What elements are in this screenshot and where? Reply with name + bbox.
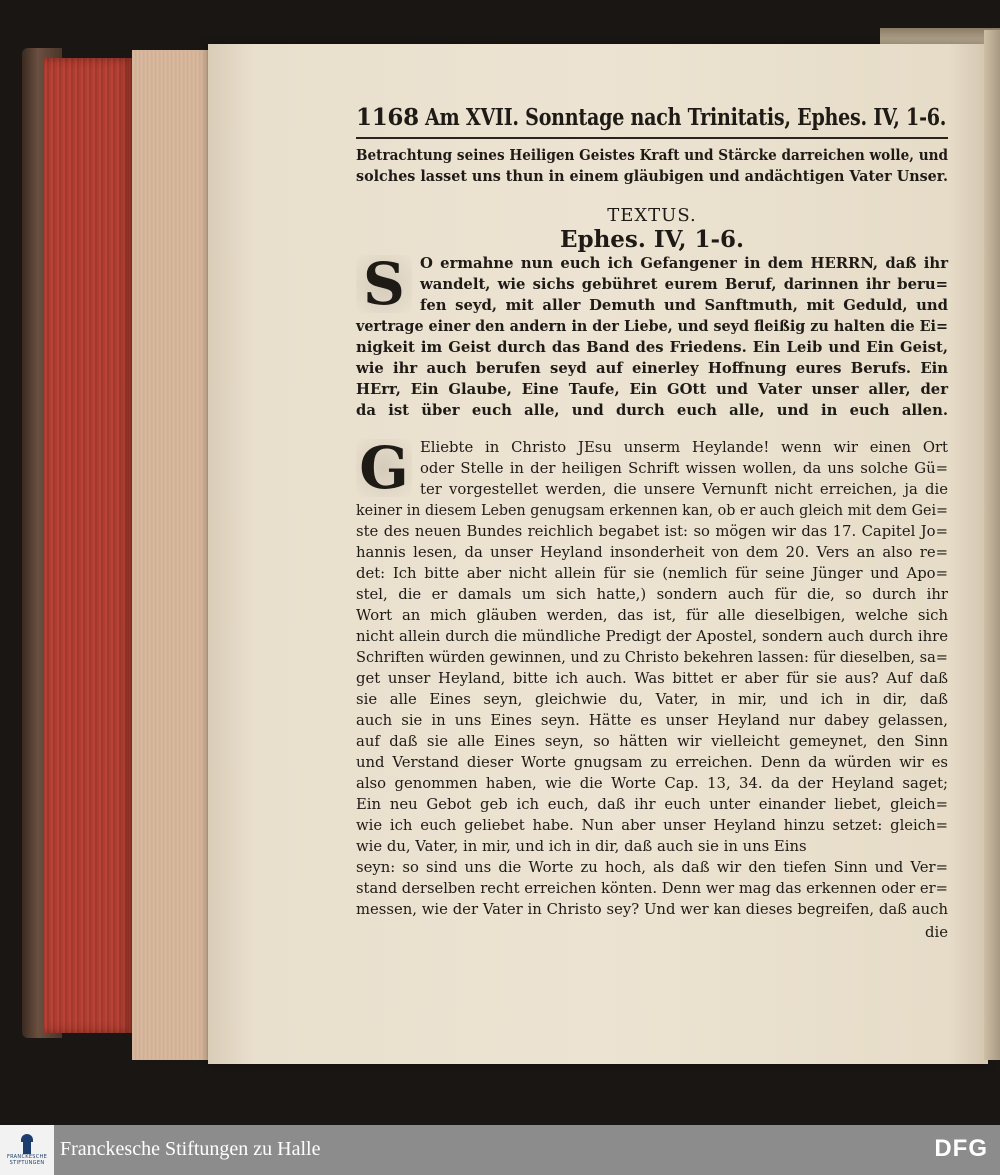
- running-head-title: Am XVII. Sonntage nach Trinitatis, Ephes. IV, 1-6.: [424, 104, 946, 131]
- body-line: get unser Heyland, bitte ich auch. Was bittet er aber für sie aus? Auf daß: [356, 670, 948, 687]
- body-line: oder Stelle in der heiligen Schrift wissen wollen, da uns solche Gü=: [420, 460, 948, 477]
- textus-line: da ist über euch alle, und durch euch alle, und in euch allen.: [356, 402, 948, 419]
- institution-logo[interactable]: [0, 1125, 54, 1175]
- body-line: wie du, Vater, in mir, und ich in dir, daß auch sie in uns Eins: [356, 838, 807, 855]
- body-line: det: Ich bitte aber nicht allein für sie (nemlich für seine Jünger und Apo=: [356, 565, 948, 582]
- body-line: auch sie in uns Eines seyn. Hätte es unser Heyland nur dabey gelassen,: [356, 712, 948, 729]
- body-line: seyn: so sind uns die Worte zu hoch, als daß wir den tiefen Sinn und Ver=: [356, 859, 948, 876]
- body-line: auf daß sie alle Eines seyn, so hätten wir vielleicht gemeynet, den Sinn: [356, 733, 948, 750]
- body-line: hannis lesen, da unser Heyland insonderheit von dem 20. Vers an also re=: [356, 544, 948, 561]
- textus-line: nigkeit im Geist durch das Band des Friedens. Ein Leib und Ein Geist,: [356, 339, 948, 356]
- intro-line: solches lasset uns thun in einem gläubigen und andächtigen Vater Unser.: [356, 168, 948, 185]
- textus-line: fen seyd, mit aller Demuth und Sanftmuth, mit Geduld, und: [420, 297, 948, 314]
- book-right-edge: [984, 30, 1000, 1060]
- catchword: die: [925, 924, 948, 941]
- body-line: also genommen haben, wie die Worte Cap. 13, 34. da der Heyland saget;: [356, 775, 948, 792]
- body-line: Ein neu Gebot geb ich euch, daß ihr euch unter einander liebet, gleich=: [356, 796, 948, 813]
- body-line: stel, die er damals um sich hatte,) sondern auch für die, so durch ihr: [356, 586, 948, 603]
- textus-paragraph: [356, 250, 948, 421]
- body-dropcap: G: [356, 439, 412, 497]
- textus-reference: Ephes. IV, 1-6.: [559, 226, 745, 253]
- body-line: sie alle Eines seyn, gleichwie du, Vater, in mir, und ich in dir, daß: [356, 691, 948, 708]
- textus-line: HErr, Ein Glaube, Eine Taufe, Ein GOtt und Vater unser aller, der: [356, 381, 948, 398]
- running-head: [356, 104, 948, 139]
- body-line: Schriften würden gewinnen, und zu Christo bekehren lassen: für dieselben, sa=: [356, 649, 948, 666]
- intro-paragraph: [356, 145, 948, 187]
- body-line: und Verstand dieser Worte gnugsam zu erreichen. Denn da würden wir es: [356, 754, 948, 771]
- body-paragraph: [356, 434, 948, 920]
- textus-label: TEXTUS.: [607, 205, 697, 226]
- body-line: Wort an mich gläuben werden, das ist, für alle dieselbigen, welche sich: [356, 607, 948, 624]
- body-line: messen, wie der Vater in Christo sey? Und wer kan dieses begreifen, daß auch: [356, 901, 948, 918]
- page-edges: [132, 50, 210, 1060]
- body-line: Eliebte in Christo JEsu unserm Heylande! wenn wir einen Ort: [420, 439, 948, 456]
- footer-bar: [0, 1125, 1000, 1175]
- body-line: ste des neuen Bundes reichlich begabet ist: so mögen wir das 17. Capitel Jo=: [356, 523, 948, 540]
- logo-text-line: STIFTUNGEN: [9, 1160, 45, 1166]
- institution-name[interactable]: Franckesche Stiftungen zu Halle: [60, 1138, 321, 1160]
- page-edges-red: [44, 58, 134, 1033]
- intro-line: Betrachtung seines Heiligen Geistes Kraft und Stärcke darreichen wolle, und: [356, 147, 948, 164]
- body-line: ter vorgestellet werden, die unsere Vernunft nicht erreichen, ja die: [420, 481, 948, 498]
- page-text: [356, 100, 948, 943]
- textus-line: O ermahne nun euch ich Gefangener in dem HERRN, daß ihr: [420, 255, 948, 272]
- page-number: 1168: [356, 104, 419, 131]
- textus-line: vertrage einer den andern in der Liebe, und seyd fleißig zu halten die Ei=: [356, 318, 948, 335]
- body-line: nicht allein durch die mündliche Predigt der Apostel, sondern auch durch ihre: [356, 628, 948, 645]
- textus-dropcap: S: [356, 255, 412, 313]
- body-line: stand derselben recht erreichen könten. Denn wer mag das erkennen oder er=: [356, 880, 948, 897]
- textus-line: wie ihr auch berufen seyd auf einerley Hoffnung eures Berufs. Ein: [356, 360, 948, 377]
- logo-text-line: FRANCKESCHE: [6, 1154, 48, 1160]
- body-line: wie ich euch geliebet habe. Nun aber unser Heyland hinzu setzet: gleich=: [356, 817, 948, 834]
- body-line: keiner in diesem Leben genugsam erkennen kan, ob er auch gleich mit dem Gei=: [356, 502, 948, 519]
- textus-line: wandelt, wie sichs gebühret eurem Beruf, darinnen ihr beru=: [420, 276, 948, 293]
- dfg-logo[interactable]: DFG: [934, 1135, 988, 1162]
- logo-icon: [20, 1134, 34, 1154]
